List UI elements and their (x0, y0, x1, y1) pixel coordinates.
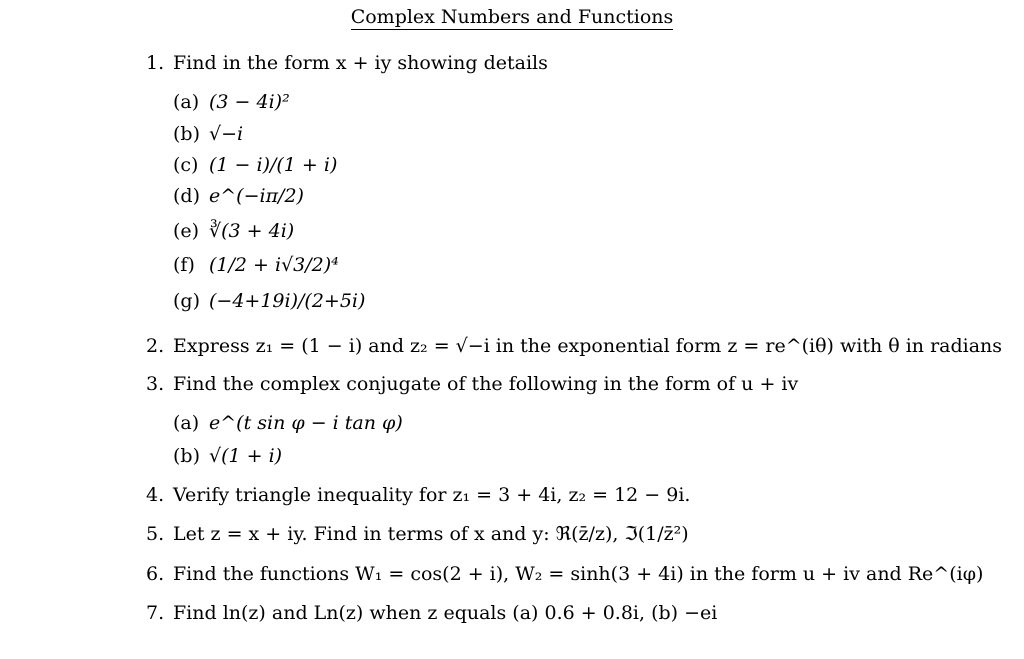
q1-part-g: (g) (−4+19i)/(2+5i) (173, 290, 366, 312)
question-number: 1. (146, 52, 165, 74)
question-text: Verify triangle inequality for z₁ = 3 + 4i, z₂ = 12 − 9i. (173, 484, 691, 506)
question-number: 7. (146, 602, 165, 624)
page-title: Complex Numbers and Functions (350, 6, 674, 28)
question-number: 4. (146, 484, 165, 506)
question-text: Find ln(z) and Ln(z) when z equals (a) 0.6 + 0.8i, (b) −ei (173, 602, 718, 624)
q1-part-c: (c) (1 − i)/(1 + i) (173, 154, 338, 176)
q1-part-b: (b) √−i (173, 123, 244, 145)
question-number: 6. (146, 563, 165, 585)
q1-part-e: (e) ∛(3 + 4i) (173, 220, 295, 242)
question-text: Find the complex conjugate of the following in the form of u + iv (173, 373, 799, 395)
q1-part-d: (d) e^(−iπ/2) (173, 185, 304, 207)
question-number: 2. (146, 335, 165, 357)
question-text: Find the functions W₁ = cos(2 + i), W₂ = sinh(3 + 4i) in the form u + iv and Re^(iφ) (173, 563, 984, 585)
q3-part-b: (b) √(1 + i) (173, 445, 283, 467)
q3-part-a: (a) e^(t sin φ − i tan φ) (173, 412, 403, 434)
question-text: Let z = x + iy. Find in terms of x and y: ℜ(z̄/z), ℑ(1/z̄²) (173, 523, 689, 545)
q1-part-f: (f) (1/2 + i√3/2)⁴ (173, 254, 339, 276)
question-number: 3. (146, 373, 165, 395)
q1-part-a: (a) (3 − 4i)² (173, 91, 290, 113)
question-text: Express z₁ = (1 − i) and z₂ = √−i in the exponential form z = re^(iθ) with θ in radians (173, 335, 1003, 357)
question-text: Find in the form x + iy showing details (173, 52, 548, 74)
question-number: 5. (146, 523, 165, 545)
